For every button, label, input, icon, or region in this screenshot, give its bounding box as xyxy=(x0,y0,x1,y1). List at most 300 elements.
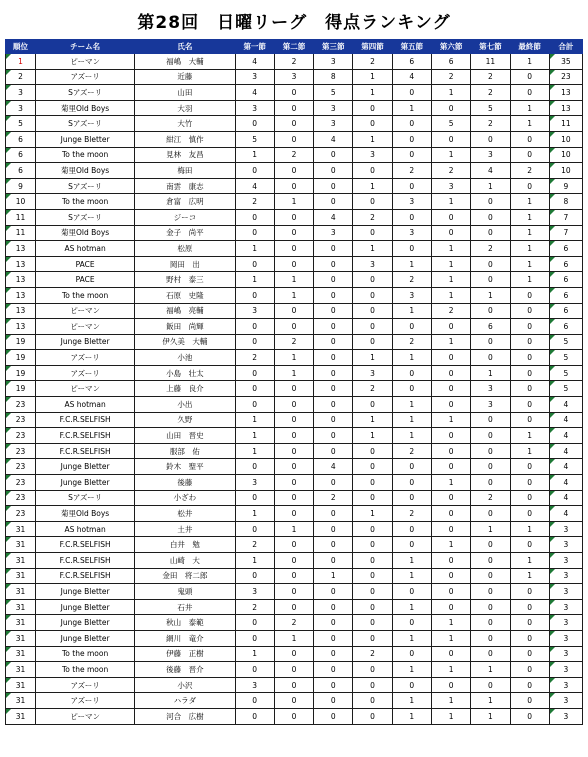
round-5-cell: 1 xyxy=(392,303,431,319)
player-cell: 後藤 xyxy=(135,475,235,491)
round-2-cell: 0 xyxy=(274,319,313,335)
round-2-cell: 0 xyxy=(274,537,313,553)
rank-cell: 5 xyxy=(6,116,36,132)
round-3-cell: 0 xyxy=(314,630,353,646)
team-cell: Sアズーリ xyxy=(35,116,134,132)
round-3-cell: 0 xyxy=(314,272,353,288)
final-round-cell: 0 xyxy=(510,178,549,194)
round-3-cell: 0 xyxy=(314,599,353,615)
rank-cell: 23 xyxy=(6,490,36,506)
round-7-cell: 1 xyxy=(471,662,510,678)
round-6-cell: 0 xyxy=(431,490,470,506)
table-row xyxy=(6,287,583,303)
col-header-total: 合計 xyxy=(549,40,582,54)
total-cell: 6 xyxy=(549,303,582,319)
final-round-cell: 1 xyxy=(510,443,549,459)
round-6-cell: 1 xyxy=(431,708,470,724)
player-cell: 飯田 尚輝 xyxy=(135,319,235,335)
table-row xyxy=(6,677,583,693)
round-2-cell: 0 xyxy=(274,256,313,272)
total-cell: 4 xyxy=(549,506,582,522)
round-6-cell: 2 xyxy=(431,69,470,85)
rank-cell: 23 xyxy=(6,428,36,444)
round-2-cell: 0 xyxy=(274,163,313,179)
table-row xyxy=(6,708,583,724)
round-7-cell: 3 xyxy=(471,397,510,413)
round-5-cell: 3 xyxy=(392,194,431,210)
round-6-cell: 0 xyxy=(431,209,470,225)
round-5-cell: 0 xyxy=(392,646,431,662)
round-7-cell: 0 xyxy=(471,537,510,553)
total-cell: 4 xyxy=(549,397,582,413)
round-4-cell: 0 xyxy=(353,599,392,615)
player-cell: 土井 xyxy=(135,521,235,537)
round-1-cell: 3 xyxy=(235,100,274,116)
rank-cell: 13 xyxy=(6,272,36,288)
team-cell: ピーマン xyxy=(35,319,134,335)
team-cell: Junge Bletter xyxy=(35,630,134,646)
round-7-cell: 0 xyxy=(471,303,510,319)
round-2-cell: 0 xyxy=(274,241,313,257)
team-cell: ピーマン xyxy=(35,54,134,70)
round-7-cell: 0 xyxy=(471,553,510,569)
final-round-cell: 0 xyxy=(510,334,549,350)
final-round-cell: 1 xyxy=(510,194,549,210)
total-cell: 6 xyxy=(549,241,582,257)
round-3-cell: 0 xyxy=(314,397,353,413)
round-3-cell: 0 xyxy=(314,178,353,194)
player-cell: 小島 壮太 xyxy=(135,365,235,381)
player-cell: 紺江 慎作 xyxy=(135,131,235,147)
round-4-cell: 0 xyxy=(353,194,392,210)
table-row xyxy=(6,381,583,397)
team-cell: アズーリ xyxy=(35,677,134,693)
final-round-cell: 0 xyxy=(510,147,549,163)
total-cell: 35 xyxy=(549,54,582,70)
round-5-cell: 0 xyxy=(392,381,431,397)
round-4-cell: 0 xyxy=(353,708,392,724)
round-4-cell: 0 xyxy=(353,116,392,132)
round-2-cell: 0 xyxy=(274,568,313,584)
table-row xyxy=(6,131,583,147)
final-round-cell: 0 xyxy=(510,365,549,381)
table-row xyxy=(6,615,583,631)
round-1-cell: 0 xyxy=(235,693,274,709)
round-7-cell: 0 xyxy=(471,272,510,288)
round-1-cell: 0 xyxy=(235,334,274,350)
round-7-cell: 0 xyxy=(471,412,510,428)
round-1-cell: 3 xyxy=(235,69,274,85)
player-cell: 南雲 康志 xyxy=(135,178,235,194)
final-round-cell: 1 xyxy=(510,553,549,569)
col-header-round-2: 第二節 xyxy=(274,40,313,54)
round-2-cell: 0 xyxy=(274,131,313,147)
player-cell: ジーコ xyxy=(135,209,235,225)
rank-cell: 13 xyxy=(6,319,36,335)
round-5-cell: 0 xyxy=(392,365,431,381)
total-cell: 5 xyxy=(549,350,582,366)
final-round-cell: 0 xyxy=(510,693,549,709)
round-5-cell: 1 xyxy=(392,100,431,116)
player-cell: 石原 史隆 xyxy=(135,287,235,303)
round-2-cell: 1 xyxy=(274,365,313,381)
rank-cell: 23 xyxy=(6,412,36,428)
round-1-cell: 1 xyxy=(235,646,274,662)
team-cell: To the moon xyxy=(35,646,134,662)
round-3-cell: 0 xyxy=(314,350,353,366)
player-cell: 白井 勉 xyxy=(135,537,235,553)
player-cell: 倉富 広明 xyxy=(135,194,235,210)
rank-cell: 19 xyxy=(6,334,36,350)
round-6-cell: 0 xyxy=(431,365,470,381)
round-5-cell: 2 xyxy=(392,163,431,179)
rank-cell: 31 xyxy=(6,693,36,709)
round-7-cell: 6 xyxy=(471,319,510,335)
player-cell: 久野 xyxy=(135,412,235,428)
player-cell: 小池 xyxy=(135,350,235,366)
round-1-cell: 0 xyxy=(235,225,274,241)
round-7-cell: 0 xyxy=(471,225,510,241)
table-row xyxy=(6,241,583,257)
round-4-cell: 0 xyxy=(353,475,392,491)
round-7-cell: 0 xyxy=(471,630,510,646)
player-cell: 金田 将二郎 xyxy=(135,568,235,584)
round-5-cell: 0 xyxy=(392,537,431,553)
round-7-cell: 0 xyxy=(471,475,510,491)
round-5-cell: 2 xyxy=(392,443,431,459)
round-3-cell: 0 xyxy=(314,708,353,724)
round-4-cell: 1 xyxy=(353,350,392,366)
round-2-cell: 0 xyxy=(274,85,313,101)
total-cell: 3 xyxy=(549,537,582,553)
player-cell: 小沢 xyxy=(135,677,235,693)
round-4-cell: 0 xyxy=(353,459,392,475)
round-3-cell: 0 xyxy=(314,553,353,569)
round-2-cell: 1 xyxy=(274,287,313,303)
team-cell: F.C.R.SELFISH xyxy=(35,568,134,584)
table-row xyxy=(6,350,583,366)
round-3-cell: 0 xyxy=(314,194,353,210)
round-3-cell: 0 xyxy=(314,443,353,459)
table-row xyxy=(6,303,583,319)
total-cell: 3 xyxy=(549,599,582,615)
col-header-round-4: 第四節 xyxy=(353,40,392,54)
round-2-cell: 0 xyxy=(274,209,313,225)
total-cell: 4 xyxy=(549,428,582,444)
round-7-cell: 0 xyxy=(471,646,510,662)
round-3-cell: 0 xyxy=(314,163,353,179)
team-cell: To the moon xyxy=(35,662,134,678)
final-round-cell: 1 xyxy=(510,100,549,116)
round-6-cell: 1 xyxy=(431,272,470,288)
round-4-cell: 0 xyxy=(353,568,392,584)
round-1-cell: 1 xyxy=(235,428,274,444)
rank-cell: 6 xyxy=(6,147,36,163)
round-2-cell: 0 xyxy=(274,116,313,132)
round-1-cell: 1 xyxy=(235,553,274,569)
team-cell: アズーリ xyxy=(35,69,134,85)
round-7-cell: 0 xyxy=(471,443,510,459)
player-cell: 金子 尚平 xyxy=(135,225,235,241)
table-row xyxy=(6,693,583,709)
round-1-cell: 0 xyxy=(235,319,274,335)
round-1-cell: 0 xyxy=(235,708,274,724)
round-6-cell: 0 xyxy=(431,459,470,475)
round-2-cell: 0 xyxy=(274,506,313,522)
round-5-cell: 0 xyxy=(392,319,431,335)
final-round-cell: 0 xyxy=(510,303,549,319)
table-row xyxy=(6,662,583,678)
page-title: 第28回 日曜リーグ 得点ランキング xyxy=(137,13,451,33)
round-5-cell: 4 xyxy=(392,69,431,85)
round-7-cell: 0 xyxy=(471,350,510,366)
round-5-cell: 0 xyxy=(392,615,431,631)
final-round-cell: 1 xyxy=(510,521,549,537)
round-6-cell: 0 xyxy=(431,397,470,413)
team-cell: PACE xyxy=(35,272,134,288)
round-5-cell: 0 xyxy=(392,85,431,101)
round-6-cell: 1 xyxy=(431,630,470,646)
round-4-cell: 2 xyxy=(353,646,392,662)
round-2-cell: 0 xyxy=(274,693,313,709)
round-2-cell: 1 xyxy=(274,630,313,646)
round-7-cell: 1 xyxy=(471,287,510,303)
table-row xyxy=(6,506,583,522)
final-round-cell: 0 xyxy=(510,537,549,553)
player-cell: 近藤 xyxy=(135,69,235,85)
table-row xyxy=(6,54,583,70)
total-cell: 3 xyxy=(549,615,582,631)
round-3-cell: 4 xyxy=(314,459,353,475)
round-1-cell: 0 xyxy=(235,615,274,631)
round-4-cell: 1 xyxy=(353,69,392,85)
round-1-cell: 0 xyxy=(235,116,274,132)
round-6-cell: 0 xyxy=(431,319,470,335)
round-4-cell: 0 xyxy=(353,693,392,709)
total-cell: 6 xyxy=(549,272,582,288)
rank-cell: 10 xyxy=(6,194,36,210)
round-6-cell: 0 xyxy=(431,599,470,615)
total-cell: 23 xyxy=(549,69,582,85)
final-round-cell: 0 xyxy=(510,662,549,678)
round-6-cell: 2 xyxy=(431,303,470,319)
round-6-cell: 0 xyxy=(431,646,470,662)
team-cell: Sアズーリ xyxy=(35,178,134,194)
round-3-cell: 0 xyxy=(314,615,353,631)
round-3-cell: 0 xyxy=(314,506,353,522)
round-4-cell: 0 xyxy=(353,443,392,459)
round-3-cell: 0 xyxy=(314,303,353,319)
round-5-cell: 1 xyxy=(392,256,431,272)
team-cell: PACE xyxy=(35,256,134,272)
round-2-cell: 0 xyxy=(274,459,313,475)
team-cell: ピーマン xyxy=(35,708,134,724)
round-4-cell: 0 xyxy=(353,553,392,569)
round-1-cell: 2 xyxy=(235,350,274,366)
player-cell: 秋山 泰範 xyxy=(135,615,235,631)
round-1-cell: 1 xyxy=(235,241,274,257)
round-7-cell: 1 xyxy=(471,693,510,709)
final-round-cell: 1 xyxy=(510,568,549,584)
rank-cell: 13 xyxy=(6,287,36,303)
team-cell: F.C.R.SELFISH xyxy=(35,537,134,553)
round-5-cell: 1 xyxy=(392,412,431,428)
round-1-cell: 0 xyxy=(235,662,274,678)
round-5-cell: 0 xyxy=(392,521,431,537)
total-cell: 5 xyxy=(549,334,582,350)
rank-cell: 23 xyxy=(6,459,36,475)
round-6-cell: 2 xyxy=(431,163,470,179)
rank-cell: 13 xyxy=(6,303,36,319)
header-row xyxy=(6,40,583,54)
round-3-cell: 0 xyxy=(314,412,353,428)
round-1-cell: 3 xyxy=(235,303,274,319)
total-cell: 3 xyxy=(549,568,582,584)
table-row xyxy=(6,443,583,459)
round-6-cell: 1 xyxy=(431,412,470,428)
table-row xyxy=(6,85,583,101)
round-1-cell: 3 xyxy=(235,584,274,600)
total-cell: 6 xyxy=(549,319,582,335)
round-6-cell: 0 xyxy=(431,443,470,459)
round-2-cell: 2 xyxy=(274,334,313,350)
team-cell: Sアズーリ xyxy=(35,209,134,225)
rank-cell: 31 xyxy=(6,553,36,569)
round-7-cell: 3 xyxy=(471,381,510,397)
round-6-cell: 1 xyxy=(431,334,470,350)
round-6-cell: 1 xyxy=(431,287,470,303)
round-1-cell: 1 xyxy=(235,147,274,163)
round-3-cell: 2 xyxy=(314,490,353,506)
final-round-cell: 0 xyxy=(510,397,549,413)
team-cell: アズーリ xyxy=(35,693,134,709)
player-cell: 松原 xyxy=(135,241,235,257)
player-cell: 後藤 晋介 xyxy=(135,662,235,678)
total-cell: 5 xyxy=(549,381,582,397)
team-cell: To the moon xyxy=(35,287,134,303)
team-cell: AS hotman xyxy=(35,397,134,413)
round-2-cell: 1 xyxy=(274,194,313,210)
round-5-cell: 0 xyxy=(392,209,431,225)
round-7-cell: 1 xyxy=(471,365,510,381)
round-6-cell: 0 xyxy=(431,584,470,600)
round-3-cell: 0 xyxy=(314,365,353,381)
total-cell: 10 xyxy=(549,163,582,179)
table-row xyxy=(6,397,583,413)
round-1-cell: 0 xyxy=(235,459,274,475)
round-6-cell: 1 xyxy=(431,147,470,163)
table-row xyxy=(6,537,583,553)
round-6-cell: 1 xyxy=(431,475,470,491)
round-6-cell: 1 xyxy=(431,537,470,553)
rank-cell: 31 xyxy=(6,662,36,678)
team-cell: F.C.R.SELFISH xyxy=(35,428,134,444)
round-2-cell: 3 xyxy=(274,69,313,85)
round-6-cell: 3 xyxy=(431,178,470,194)
final-round-cell: 0 xyxy=(510,287,549,303)
round-7-cell: 0 xyxy=(471,209,510,225)
round-1-cell: 1 xyxy=(235,272,274,288)
team-cell: 菊里Old Boys xyxy=(35,100,134,116)
round-4-cell: 1 xyxy=(353,412,392,428)
round-1-cell: 0 xyxy=(235,381,274,397)
rank-cell: 31 xyxy=(6,521,36,537)
table-row xyxy=(6,256,583,272)
round-4-cell: 1 xyxy=(353,178,392,194)
round-6-cell: 0 xyxy=(431,506,470,522)
round-7-cell: 0 xyxy=(471,584,510,600)
round-7-cell: 2 xyxy=(471,116,510,132)
round-7-cell: 0 xyxy=(471,428,510,444)
round-3-cell: 0 xyxy=(314,319,353,335)
round-2-cell: 0 xyxy=(274,100,313,116)
round-2-cell: 0 xyxy=(274,381,313,397)
table-row xyxy=(6,209,583,225)
round-5-cell: 1 xyxy=(392,350,431,366)
total-cell: 6 xyxy=(549,287,582,303)
final-round-cell: 0 xyxy=(510,319,549,335)
team-cell: F.C.R.SELFISH xyxy=(35,553,134,569)
total-cell: 10 xyxy=(549,131,582,147)
round-7-cell: 3 xyxy=(471,147,510,163)
round-3-cell: 0 xyxy=(314,147,353,163)
total-cell: 6 xyxy=(549,256,582,272)
final-round-cell: 0 xyxy=(510,350,549,366)
total-cell: 3 xyxy=(549,553,582,569)
round-2-cell: 0 xyxy=(274,662,313,678)
final-round-cell: 1 xyxy=(510,428,549,444)
col-header-team: チーム名 xyxy=(35,40,134,54)
table-body xyxy=(6,54,583,725)
total-cell: 3 xyxy=(549,677,582,693)
round-5-cell: 6 xyxy=(392,54,431,70)
final-round-cell: 0 xyxy=(510,475,549,491)
round-5-cell: 1 xyxy=(392,397,431,413)
round-4-cell: 0 xyxy=(353,662,392,678)
col-header-round-6: 第六節 xyxy=(431,40,470,54)
rank-cell: 19 xyxy=(6,381,36,397)
player-cell: 河合 広樹 xyxy=(135,708,235,724)
table-row xyxy=(6,599,583,615)
table-row xyxy=(6,412,583,428)
player-cell: 鬼頭 xyxy=(135,584,235,600)
round-5-cell: 1 xyxy=(392,599,431,615)
round-5-cell: 0 xyxy=(392,241,431,257)
round-6-cell: 0 xyxy=(431,428,470,444)
round-5-cell: 3 xyxy=(392,225,431,241)
final-round-cell: 0 xyxy=(510,490,549,506)
rank-cell: 31 xyxy=(6,646,36,662)
rank-cell: 23 xyxy=(6,475,36,491)
player-cell: 見林 友昌 xyxy=(135,147,235,163)
col-header-player: 氏名 xyxy=(135,40,235,54)
team-cell: Junge Bletter xyxy=(35,584,134,600)
round-2-cell: 1 xyxy=(274,350,313,366)
table-row xyxy=(6,225,583,241)
round-4-cell: 1 xyxy=(353,85,392,101)
round-1-cell: 0 xyxy=(235,163,274,179)
table-row xyxy=(6,553,583,569)
round-6-cell: 1 xyxy=(431,85,470,101)
final-round-cell: 1 xyxy=(510,116,549,132)
round-6-cell: 0 xyxy=(431,553,470,569)
total-cell: 4 xyxy=(549,459,582,475)
team-cell: Junge Bletter xyxy=(35,334,134,350)
rank-cell: 31 xyxy=(6,630,36,646)
final-round-cell: 0 xyxy=(510,677,549,693)
final-round-cell: 0 xyxy=(510,459,549,475)
final-round-cell: 0 xyxy=(510,646,549,662)
